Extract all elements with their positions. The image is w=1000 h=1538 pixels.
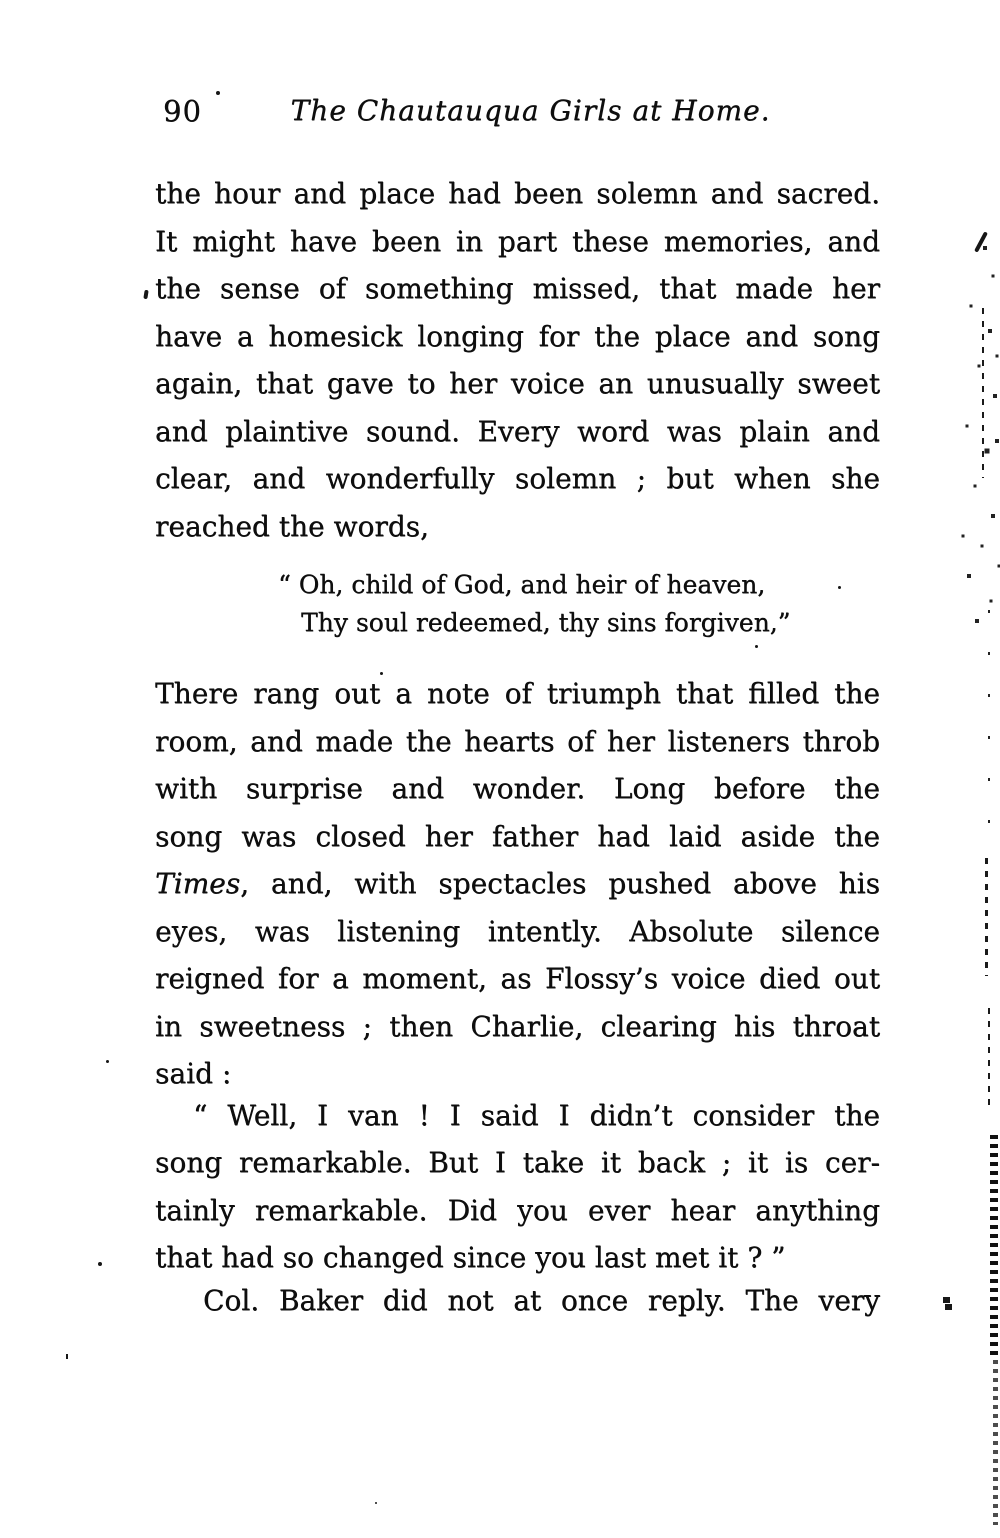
text-line: reached the words, — [155, 509, 429, 543]
text-block — [155, 170, 880, 1324]
scan-artifact — [755, 645, 758, 648]
paragraph — [155, 670, 880, 1098]
scan-artifact — [990, 1135, 998, 1360]
text-line: said : — [155, 1057, 232, 1090]
scan-artifact — [985, 858, 988, 976]
text-line-with-italic — [155, 860, 880, 908]
text-line: song remarkable. But I take it back ; it is cer- — [155, 1146, 880, 1179]
verse-line: Thy soul redeemed, thy sins forgiven,” — [301, 608, 791, 637]
text-line: reigned for a moment, as Flossy’s voice died out — [155, 962, 880, 995]
running-title: The Chautauqua Girls at Home. — [290, 94, 771, 127]
scan-artifact — [66, 1354, 68, 1359]
text-line: clear, and wonderfully solemn ; but when she — [155, 462, 880, 495]
scan-artifact — [988, 610, 990, 860]
scan-artifact — [216, 91, 220, 95]
paragraph — [155, 170, 880, 550]
text-line: room, and made the hearts of her listeners throb — [155, 724, 880, 758]
text-line: tainly remarkable. Did you ever hear anything — [155, 1193, 880, 1227]
scan-artifact — [956, 235, 958, 237]
text-line: “ Well, I van ! I said I didn’t consider the — [193, 1098, 880, 1132]
paragraph — [155, 1277, 880, 1325]
scan-artifact — [943, 1297, 950, 1303]
text-line: eyes, was listening intently. Absolute silence — [155, 914, 880, 948]
text-span: , and, with spectacles pushed above his — [240, 867, 880, 900]
scan-artifact — [106, 1060, 109, 1063]
text-line: with surprise and wonder. Long before the — [155, 772, 880, 805]
scan-artifact — [988, 1008, 990, 1108]
scan-artifact — [982, 308, 984, 478]
verse-quotation — [155, 566, 880, 642]
italic-word: Times — [155, 867, 241, 900]
text-line: that had so changed since you last met it ? ” — [155, 1241, 786, 1274]
text-line: Col. Baker did not at once reply. The very — [203, 1283, 880, 1317]
text-line: It might have been in part these memories, and — [155, 224, 880, 258]
text-line: the hour and place had been solemn and sacred. — [155, 177, 880, 210]
scan-artifact — [375, 1502, 377, 1504]
text-line: the sense of something missed, that made her — [155, 272, 880, 305]
scan-artifact — [993, 1360, 998, 1525]
text-line: in sweetness ; then Charlie, clearing his throat — [155, 1009, 880, 1043]
text-line: There rang out a note of triumph that filled the — [155, 677, 880, 710]
scan-artifact — [98, 1262, 102, 1266]
text-line: again, that gave to her voice an unusually sweet — [155, 367, 880, 400]
scan-artifact — [380, 672, 383, 675]
text-line: and plaintive sound. Every word was plain and — [155, 414, 880, 448]
scan-artifact — [143, 290, 148, 300]
scan-artifact — [974, 231, 988, 252]
verse-line: “ Oh, child of God, and heir of heaven, — [278, 570, 766, 599]
scan-artifact — [838, 586, 841, 589]
text-line: have a homesick longing for the place and song — [155, 319, 880, 353]
paragraph — [155, 1092, 880, 1282]
text-line: song was closed her father had laid aside the — [155, 819, 880, 853]
page-number: 90 — [163, 94, 202, 128]
